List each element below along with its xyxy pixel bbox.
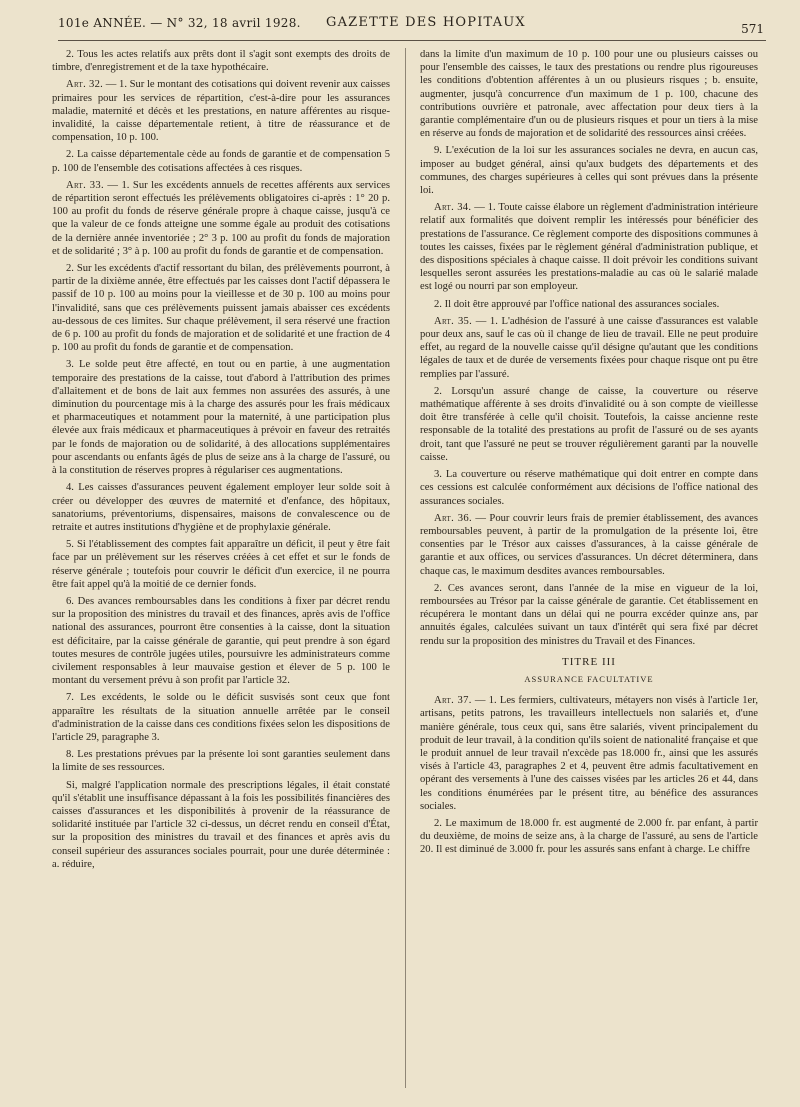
- body-paragraph: 2. Le maximum de 18.000 fr. est augmenté de 2.000 fr. par enfant, à partir du deuxième, de moins de seize ans, à la charge de l'assuré, au sens de l'article 20. Il est diminué de 3.000 fr. pour les assurés sans enfant à charge. Le chiffre: [420, 817, 758, 856]
- article-label: Art. 33.: [66, 179, 104, 191]
- body-paragraph: 6. Des avances remboursables dans les conditions à fixer par décret rendu sur la proposition des ministres du travail et des finances, après avis de l'office national des assurances, pourront être consenties à la caisse, dont la situation est déficitaire, par la caisse générale de garantie, qui peut prendre à son égard toutes mesures de contrôle jugées utiles, poursuivre les administrateurs comme civilement responsables à leur mauvaise gestion et élever de 5 p. 100 le montant du versement prévu à son profit par l'article 32.: [52, 595, 390, 687]
- body-paragraph: 3. Le solde peut être affecté, en tout ou en partie, à une augmentation temporaire des prestations de la caisse, tout d'abord à l'attribution des primes d'allaitement et de bons de lait aux femmes non assurées des assurés, à une diminution du pourcentage mis à la charge des assurés pour les frais médicaux et pharmaceutiques et notamment pour la maternité, à une participation plus élevée aux frais médicaux et pharmaceutiques à prévoir en faveur des retraités par le fonds de majoration ou de solidarité, à des allocations supplémentaires pour ascendants ou enfants âgés de plus de seize ans à la charge de l'assuré, ou à la constitution de réserves propres à régulariser ces augmentations.: [52, 359, 390, 477]
- body-paragraph: 3. La couverture ou réserve mathématique qui doit entrer en compte dans ces cessions est calculée conformément aux décisions de l'office national des assurances sociales.: [420, 469, 758, 507]
- issue-info: 101e ANNÉE. — N° 32, 18 avril 1928.: [58, 16, 301, 30]
- body-paragraph: 2. Tous les actes relatifs aux prêts dont il s'agit sont exempts des droits de timbre, d'enregistrement et de la taxe hypothécaire.: [52, 49, 390, 74]
- page-number: 571: [741, 22, 764, 36]
- body-paragraph: 4. Les caisses d'assurances peuvent également employer leur solde soit à créer ou développer des œuvres de maternité et d'enfance, des hôpitaux, sanatoriums, préventoriums, dispensaires, maisons de convalescence ou de retraite et autres institutions d'hygiène et de prophylaxie générale.: [52, 482, 390, 533]
- body-paragraph: 2. Il doit être approuvé par l'office national des assurances sociales.: [434, 298, 720, 310]
- body-paragraph: 5. Si l'établissement des comptes fait apparaître un déficit, il peut y être fait face par un prélèvement sur les réserves créées à cet effet et sur le fonds de réserve générale ; toutefois pour couvrir le déficit d'un exercice, il ne pourra être fait appel qu'à la moitié de ce dernier fonds.: [52, 539, 390, 590]
- body-paragraph: 2. La caisse départementale cède au fonds de garantie et de compensation 5 p. 100 de l'ensemble des cotisations affectées à ces risques.: [52, 149, 390, 174]
- article-label: Art. 35.: [434, 315, 473, 327]
- right-column: [420, 48, 758, 1098]
- body-paragraph: 2. Sur les excédents d'actif ressortant du bilan, des prélèvements pourront, à partir de la dixième année, être effectués par les caisses dont l'actif dépassera le passif de 10 p. 100 au moins pour la vieillesse et de 30 p. 100 au moins pour l'invalidité, sans que ces prélèvements puissent jamais abaisser ces excédents au-dessous de ces limites. Sur chaque prélèvement, il sera réservé une fraction de 6 p. 100 au profit du fonds de majoration et de solidarité et une fraction de 4 p. 100 au profit du fonds de garantie et de compensation.: [52, 263, 390, 354]
- article-paragraph: Art. 34. — 1. Toute caisse élabore un règlement d'administration intérieure relatif aux formalités que doivent remplir les intéressés pour bénéficier des prestations de l'assurance. Ce règlement comporte des dispositions communes à toutes les caisses, fixées par le règlement général d'administration publique, et des dispositions spéciales à chaque caisse. Il doit prévoir les conditions suivant lesquelles seront assurées les prestations-maladie au cas où le salarié malade est logé ou nourri par son employeur.: [420, 202, 758, 293]
- body-paragraph: 8. Les prestations prévues par la présente loi sont garanties seulement dans la limite de ses ressources.: [52, 749, 390, 774]
- section-title: TITRE III: [562, 655, 616, 668]
- section-subtitle: ASSURANCE FACULTATIVE: [524, 673, 654, 684]
- body-paragraph: 2. Lorsqu'un assuré change de caisse, la couverture ou réserve mathématique afférente à ses droits d'invalidité ou à son compte de vieillesse doit être transférée à celle qu'il choisit. Toutefois, la caisse ancienne reste responsable de la totalité des prestations au profit de l'assuré ou de ses ayants droit, tant que l'assuré ne peut se trouver régulièrement garanti par la nouvelle caisse.: [420, 385, 758, 463]
- page-header: [58, 10, 766, 41]
- body-paragraph: dans la limite d'un maximum de 10 p. 100 pour une ou plusieurs caisses ou pour l'ensemble des caisses, le taux des prestations ou rendre plus rigoureuses les conditions d'obtention afférentes à un ou plusieurs risques ; b. ensuite, augmenter, jusqu'à concurrence d'un maximum de 1 p. 100, chacune des contributions ouvrière et patronale, avec affectation pour deux tiers à la garantie complémentaire d'un ou de plusieurs risques et pour un tiers à la mise en réserve au fonds de majoration et de solidarité des ressources ainsi créées.: [420, 49, 758, 140]
- body-paragraph: 2. Ces avances seront, dans l'année de la mise en vigueur de la loi, remboursées au Trésor par la caisse générale de garantie. Cet établissement en récupérera le montant dans un délai qui ne pourra excéder quinze ans, par annuités égales, calculées suivant un taux d'intérêt qui sera fixé par décret rendu sur la proposition des ministres du Travail et des Finances.: [420, 582, 758, 647]
- body-paragraph: 9. L'exécution de la loi sur les assurances sociales ne devra, en aucun cas, imposer au budget général, ainsi qu'aux budgets des départements et des communes, des charges supérieures à celles qui sont prévues dans la présente loi.: [420, 145, 758, 197]
- body-paragraph: Si, malgré l'application normale des prescriptions légales, il était constaté qu'il s'établit une insuffisance dépassant à la fois les possibilités financières des caisses d'assurances et les disponibilités à provenir de la réassurance de solidarité instituée par l'article 32 ci-dessus, un décret rendu en conseil d'État, sur la proposition des ministres du travail et des finances et après avis du conseil supérieur des assurances sociales pourrait, pour une durée déterminée : a. réduire,: [52, 779, 390, 870]
- column-divider: [405, 48, 406, 1088]
- article-paragraph: Art. 32. — 1. Sur le montant des cotisations qui doivent revenir aux caisses primaires pour les services de répartition, c'est-à-dire pour les assurances maladie, maternité et décès et les prestations, en nature afférentes au risque-invalidité, la caisse départementale retient, à titre de réassurance et de compensation, 10 p. 100.: [52, 79, 390, 144]
- body-paragraph: 7. Les excédents, le solde ou le déficit susvisés sont ceux que font apparaître les résultats de la situation annuelle arrêtée par le conseil d'administration de la caisse dans ces conditions fixées selon les dispositions de l'article 29, paragraphe 3.: [52, 692, 390, 743]
- article-label: Art. 36.: [434, 512, 472, 524]
- article-paragraph: Art. 33. — 1. Sur les excédents annuels de recettes afférents aux services de répartition seront effectués les prélèvements obligatoires ci-après : 1° 20 p. 100 au profit du fonds de réserve générale propre à chaque caisse, jusqu'à ce que la valeur de ce fonds atteigne une somme égale au produit des cotisations de la dernière année inventoriée ; 2° 3 p. 100 au profit du fonds de majoration et de solidarité ; 3° à p. 100 au profit du fonds de garantie et de compensation.: [52, 179, 390, 257]
- article-paragraph: Art. 37. — 1. Les fermiers, cultivateurs, métayers non visés à l'article 1er, artisans, petits patrons, les travailleurs intellectuels non salariés et, d'une manière générale, tous ceux qui, sans être salariés, vivent principalement du produit de leur travail, à la condition qu'ils soient de nationalité française et que le produit annuel de leur travail n'excède pas 18.000 fr., ainsi que les assurés visés à l'article 43, paragraphes 2 et 4, peuvent être admis facultativement en opérant des versements à l'une des caisses visées par les articles 26 et 44, dans les conditions énumérées par le présent titre, au bénéfice des assurances sociales.: [420, 695, 758, 812]
- journal-title: GAZETTE DES HOPITAUX: [326, 15, 526, 30]
- article-paragraph: Art. 36. — Pour couvrir leurs frais de premier établissement, des avances remboursables peuvent, à partir de la promulgation de la présente loi, être consenties par le Trésor aux caisses d'assurances, à la caisse générale de garantie et aux offices, ou services d'assurances. Un décret déterminera, dans chaque cas, le maximum desdites avances remboursables.: [420, 512, 758, 577]
- article-label: Art. 37.: [434, 695, 472, 707]
- article-label: Art. 34.: [434, 202, 472, 214]
- left-column: [52, 48, 390, 1098]
- article-label: Art. 32.: [66, 79, 104, 91]
- article-paragraph: Art. 35. — 1. L'adhésion de l'assuré à une caisse d'assurances est valable pour deux ans, sauf le cas où il change de lieu de travail. Elle ne peut produire effet, au regard de la nouvelle caisse qu'il désigne qu'autant que les conditions légales de taux et de durée de versements fixées pour chaque risque ont pu être remplies par l'assuré.: [420, 315, 758, 380]
